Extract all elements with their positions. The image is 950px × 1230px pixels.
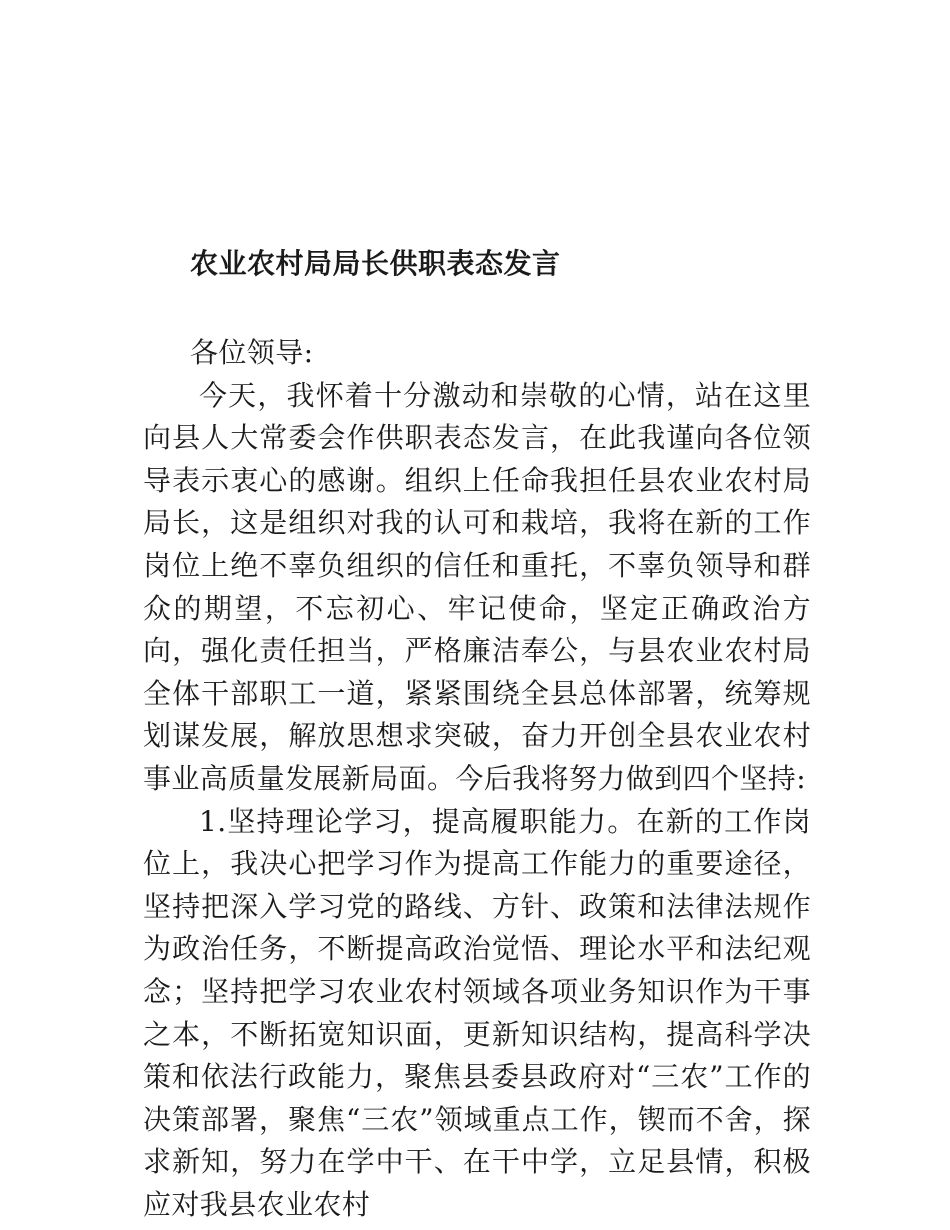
page-title: 农业农村局局长供职表态发言 <box>190 247 561 280</box>
body-paragraph-2: 1.坚持理论学习，提高履职能力。在新的工作岗位上，我决心把学习作为提高工作能力的重要途径，坚持把深入学习党的路线、方针、政策和法律法规作为政治任务，不断提高政治觉悟、理论水平和法纪观念；坚持把学习农业农村领域各项业务知识作为干事之本，不断拓宽知识面，更新知识结构，提高科学决策和依法行政能力，聚焦县委县政府对“三农”工作的决策部署，聚焦“三农”领域重点工作，锲而不舍，探求新知，努力在学中干、在干中学，立足县情，积极应对我县农业农村 <box>143 804 811 1221</box>
salutation-line: 各位领导: <box>190 336 314 369</box>
body-paragraph-1: 今天，我怀着十分激动和崇敬的心情，站在这里向县人大常委会作供职表态发言，在此我谨向各位领导表示衷心的感谢。组织上任命我担任县农业农村局局长，这是组织对我的认可和栽培，我将在新的工作岗位上绝不辜负组织的信任和重托，不辜负领导和群众的期望，不忘初心、牢记使命，坚定正确政治方向，强化责任担当，严格廉洁奉公，与县农业农村局全体干部职工一道，紧紧围绕全县总体部署，统筹规划谋发展，解放思想求突破，奋力开创全县农业农村事业高质量发展新局面。今后我将努力做到四个坚持: <box>143 378 811 795</box>
title-body-gap <box>143 285 811 332</box>
document-text-column <box>143 0 811 1226</box>
top-margin-spacer <box>143 0 811 243</box>
